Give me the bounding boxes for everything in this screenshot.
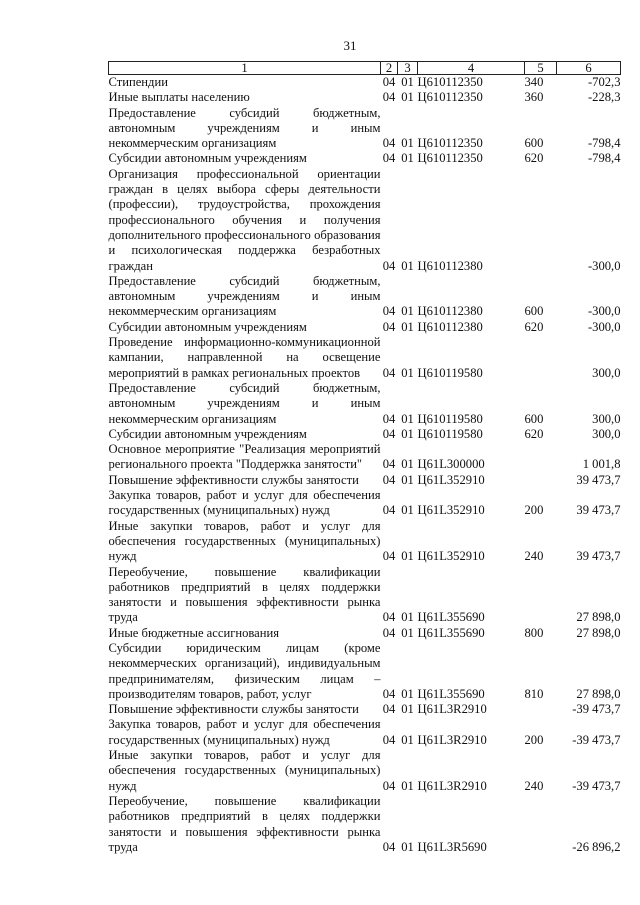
row-section-code: 04 — [382, 151, 396, 166]
row-section-code: 04 — [382, 472, 396, 487]
header-col-5: 5 — [525, 62, 557, 75]
table-row — [109, 702, 621, 717]
row-description: Закупка товаров, работ и услуг для обеспечения государственных (муниципальных) нужд — [108, 488, 381, 518]
table-row — [109, 641, 621, 702]
budget-table — [108, 61, 621, 855]
row-target-article: Ц610119580 — [417, 411, 483, 426]
row-subsection-code: 01 — [401, 365, 414, 380]
row-description: Иные закупки товаров, работ и услуг для обеспечения государственных (муниципальных) нужд — [108, 518, 381, 564]
row-subsection-code: 01 — [401, 90, 414, 105]
header-col-1: 1 — [109, 62, 381, 75]
row-section-code: 04 — [382, 411, 396, 426]
header-col-4: 4 — [418, 62, 525, 75]
row-amount: -39 473,7 — [572, 702, 621, 717]
table-row — [109, 75, 621, 91]
row-amount: 27 898,0 — [576, 610, 621, 625]
row-subsection-code: 01 — [401, 75, 414, 89]
row-description: Субсидии автономным учреждениям — [108, 151, 307, 166]
row-amount: -228,3 — [587, 90, 621, 105]
row-description: Субсидии юридическим лицам (кроме некоммерческих организаций), индивидуальным предпринимателям, физическим лицам – производителям товаров, работ, услуг — [108, 640, 381, 701]
row-section-code: 04 — [382, 304, 396, 319]
row-section-code: 04 — [382, 702, 396, 717]
row-description: Стипендии — [108, 75, 168, 89]
row-target-article: Ц610112350 — [417, 136, 483, 151]
row-target-article: Ц610112350 — [417, 151, 483, 166]
row-target-article: Ц61L352910 — [417, 472, 485, 487]
table-row — [109, 626, 621, 641]
row-expense-type: 800 — [524, 625, 544, 640]
row-expense-type: 600 — [524, 411, 544, 426]
row-subsection-code: 01 — [401, 258, 414, 273]
row-target-article: Ц61L355690 — [417, 625, 485, 640]
row-section-code: 04 — [382, 625, 396, 640]
row-description: Повышение эффективности службы занятости — [108, 702, 359, 717]
table-row — [109, 442, 621, 473]
row-expense-type: 600 — [524, 304, 544, 319]
table-row — [109, 274, 621, 320]
header-col-2: 2 — [381, 62, 398, 75]
row-subsection-code: 01 — [401, 732, 414, 747]
row-amount: 1 001,8 — [582, 457, 621, 472]
row-description: Основное мероприятие "Реализация мероприятий регионального проекта "Поддержка занятости" — [108, 442, 381, 472]
row-expense-type: 360 — [524, 90, 544, 105]
table-row — [109, 519, 621, 565]
row-subsection-code: 01 — [401, 304, 414, 319]
row-target-article: Ц61L352910 — [417, 549, 485, 564]
table-row — [109, 151, 621, 166]
row-subsection-code: 01 — [401, 319, 414, 334]
row-target-article: Ц61L355690 — [417, 686, 485, 701]
row-amount: 39 473,7 — [576, 503, 621, 518]
row-expense-type — [525, 442, 557, 473]
table-row — [109, 565, 621, 626]
row-description: Иные закупки товаров, работ и услуг для обеспечения государственных (муниципальных) нужд — [108, 748, 381, 793]
row-expense-type: 200 — [524, 503, 544, 518]
row-expense-type: 620 — [524, 151, 544, 166]
table-header — [109, 62, 621, 75]
row-expense-type: 200 — [524, 732, 544, 747]
row-target-article: Ц610112350 — [417, 75, 483, 89]
row-expense-type: 620 — [524, 319, 544, 334]
table-row — [109, 748, 621, 794]
table-row — [109, 381, 621, 427]
row-target-article: Ц61L3R2910 — [417, 702, 487, 717]
page-number: 31 — [343, 38, 357, 53]
row-target-article: Ц610112380 — [417, 319, 483, 334]
row-expense-type — [525, 335, 557, 381]
row-section-code: 04 — [382, 549, 396, 564]
row-section-code: 04 — [382, 457, 396, 472]
row-description: Предоставление субсидий бюджетным, автономным учреждениям и иным некоммерческим организациям — [108, 273, 381, 319]
row-section-code: 04 — [382, 732, 396, 747]
row-subsection-code: 01 — [401, 411, 414, 426]
row-target-article: Ц61L355690 — [417, 610, 485, 625]
row-description: Переобучение, повышение квалификации работников предприятий в целях поддержки занятости и повышения эффективности рынка труда — [108, 793, 381, 854]
row-amount: 300,0 — [592, 365, 621, 380]
row-description: Организация профессиональной ориентации граждан в целях выбора сферы деятельности (профессии), трудоустройства, прохождения профессионального обучения и получения дополнительного профессионального образования и психологическая поддержка безработных граждан — [108, 166, 381, 273]
row-subsection-code: 01 — [401, 610, 414, 625]
row-expense-type — [525, 794, 557, 855]
row-amount: -26 896,2 — [572, 839, 621, 854]
row-description: Закупка товаров, работ и услуг для обеспечения государственных (муниципальных) нужд — [108, 717, 381, 747]
row-subsection-code: 01 — [401, 839, 414, 854]
row-expense-type — [525, 473, 557, 488]
table-row — [109, 167, 621, 274]
row-target-article: Ц610112350 — [417, 90, 483, 105]
row-amount: -39 473,7 — [572, 778, 621, 793]
row-target-article: Ц610119580 — [417, 365, 483, 380]
row-section-code: 04 — [382, 90, 396, 105]
row-expense-type: 620 — [524, 426, 544, 441]
row-target-article: Ц61L3R2910 — [417, 732, 487, 747]
row-amount: -39 473,7 — [572, 732, 621, 747]
row-expense-type — [525, 167, 557, 274]
header-col-6: 6 — [557, 62, 621, 75]
row-amount: -300,0 — [587, 304, 621, 319]
row-description: Предоставление субсидий бюджетным, автономным учреждениям и иным некоммерческим организациям — [108, 380, 381, 426]
row-target-article: Ц610112380 — [417, 304, 483, 319]
row-amount: -798,4 — [587, 151, 621, 166]
row-description: Субсидии автономным учреждениям — [108, 426, 307, 441]
row-target-article: Ц61L3R2910 — [417, 778, 487, 793]
row-amount: -798,4 — [587, 136, 621, 151]
row-section-code: 04 — [382, 839, 396, 854]
row-amount: 27 898,0 — [576, 686, 621, 701]
row-section-code: 04 — [382, 426, 396, 441]
table-body — [109, 75, 621, 856]
table-row — [109, 427, 621, 442]
row-expense-type — [525, 565, 557, 626]
row-expense-type: 240 — [524, 778, 544, 793]
table-row — [109, 794, 621, 855]
row-section-code: 04 — [382, 686, 396, 701]
table-row — [109, 106, 621, 152]
row-subsection-code: 01 — [401, 472, 414, 487]
row-subsection-code: 01 — [401, 702, 414, 717]
row-target-article: Ц61L300000 — [417, 457, 485, 472]
row-amount: 39 473,7 — [576, 472, 621, 487]
row-section-code: 04 — [382, 136, 396, 151]
row-amount: 27 898,0 — [576, 625, 621, 640]
row-description: Субсидии автономным учреждениям — [108, 319, 307, 334]
row-subsection-code: 01 — [401, 457, 414, 472]
row-description: Проведение информационно-коммуникационной кампании, направленной на освещение мероприятий в рамках региональных проектов — [108, 335, 381, 380]
row-target-article: Ц610112380 — [417, 258, 483, 273]
row-amount: -702,3 — [587, 75, 621, 89]
header-row — [109, 62, 621, 75]
row-expense-type: 240 — [524, 549, 544, 564]
row-section-code: 04 — [382, 319, 396, 334]
row-description: Иные бюджетные ассигнования — [108, 625, 280, 640]
row-description: Предоставление субсидий бюджетным, автономным учреждениям и иным некоммерческим организациям — [108, 105, 381, 151]
header-col-3: 3 — [398, 62, 418, 75]
row-target-article: Ц61L3R5690 — [417, 839, 487, 854]
row-description: Переобучение, повышение квалификации работников предприятий в целях поддержки занятости и повышения эффективности рынка труда — [108, 564, 381, 625]
row-amount: 300,0 — [592, 426, 621, 441]
row-subsection-code: 01 — [401, 503, 414, 518]
table-row — [109, 717, 621, 748]
row-amount: 300,0 — [592, 411, 621, 426]
row-amount: -300,0 — [587, 258, 621, 273]
row-subsection-code: 01 — [401, 778, 414, 793]
table-row — [109, 335, 621, 381]
row-subsection-code: 01 — [401, 625, 414, 640]
row-section-code: 04 — [382, 365, 396, 380]
row-section-code: 04 — [382, 778, 396, 793]
row-expense-type: 340 — [524, 75, 544, 89]
row-subsection-code: 01 — [401, 549, 414, 564]
row-subsection-code: 01 — [401, 686, 414, 701]
table-row — [109, 473, 621, 488]
row-subsection-code: 01 — [401, 151, 414, 166]
row-amount: 39 473,7 — [576, 549, 621, 564]
row-expense-type: 810 — [524, 686, 544, 701]
row-description: Иные выплаты населению — [108, 90, 250, 105]
row-expense-type: 600 — [524, 136, 544, 151]
row-amount: -300,0 — [587, 319, 621, 334]
table-row — [109, 488, 621, 519]
row-subsection-code: 01 — [401, 426, 414, 441]
row-target-article: Ц610119580 — [417, 426, 483, 441]
row-section-code: 04 — [382, 503, 396, 518]
row-section-code: 04 — [382, 258, 396, 273]
table-row — [109, 320, 621, 335]
row-target-article: Ц61L352910 — [417, 503, 485, 518]
table-row — [109, 90, 621, 105]
row-section-code: 04 — [382, 610, 396, 625]
row-subsection-code: 01 — [401, 136, 414, 151]
row-section-code: 04 — [382, 75, 396, 89]
row-expense-type — [525, 702, 557, 717]
row-description: Повышение эффективности службы занятости — [108, 472, 359, 487]
